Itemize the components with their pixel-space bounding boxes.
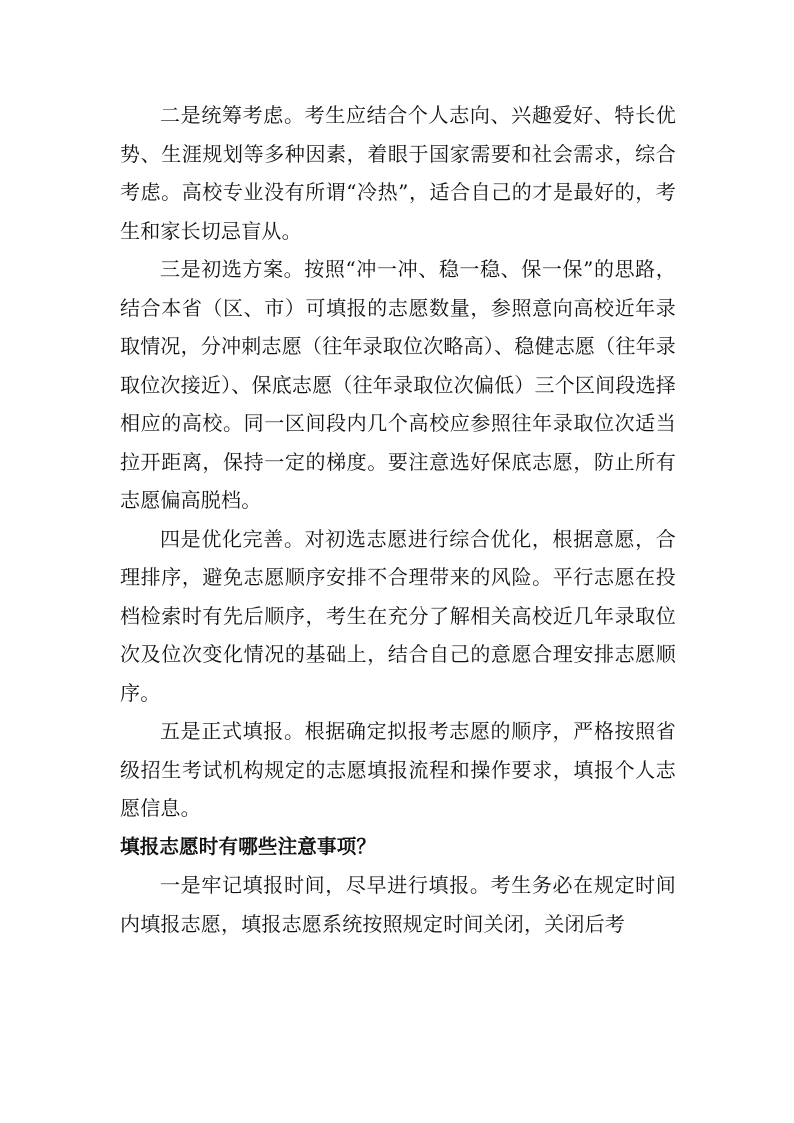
document-body (120, 96, 676, 943)
paragraph-filing-time: 一是牢记填报时间，尽早进行填报。考生务必在规定时间内填报志愿，填报志愿系统按照规定时间关闭，关闭后考 (120, 873, 676, 936)
paragraph-optimization: 四是优化完善。对初选志愿进行综合优化，根据意愿，合理排序，避免志愿顺序安排不合理带来的风险。平行志愿在投档检索时有先后顺序，考生在充分了解相关高校近几年录取位次及位次变化情况的基础上，结合自己的意愿合理安排志愿顺序。 (120, 526, 676, 705)
paragraph-preliminary-plan: 三是初选方案。按照“冲一冲、稳一稳、保一保”的思路，结合本省（区、市）可填报的志愿数量，参照意向高校近年录取情况，分冲刺志愿（往年录取位次略高）、稳健志愿（往年录取位次接近）、保底志愿（往年录取位次偏低）三个区间段选择相应的高校。同一区间段内几个高校应参照往年录取位次适当拉开距离，保持一定的梯度。要注意选好保底志愿，防止所有志愿偏高脱档。 (120, 257, 676, 512)
paragraph-overall-consideration: 二是统筹考虑。考生应结合个人志向、兴趣爱好、特长优势、生涯规划等多种因素，着眼于国家需要和社会需求，综合考虑。高校专业没有所谓“冷热”，适合自己的才是最好的，考生和家长切忌盲从。 (120, 103, 676, 243)
paragraph-formal-filing: 五是正式填报。根据确定拟报考志愿的顺序，严格按照省级招生考试机构规定的志愿填报流程和操作要求，填报个人志愿信息。 (120, 719, 676, 820)
section-heading: 填报志愿时有哪些注意事项？ (120, 834, 377, 858)
